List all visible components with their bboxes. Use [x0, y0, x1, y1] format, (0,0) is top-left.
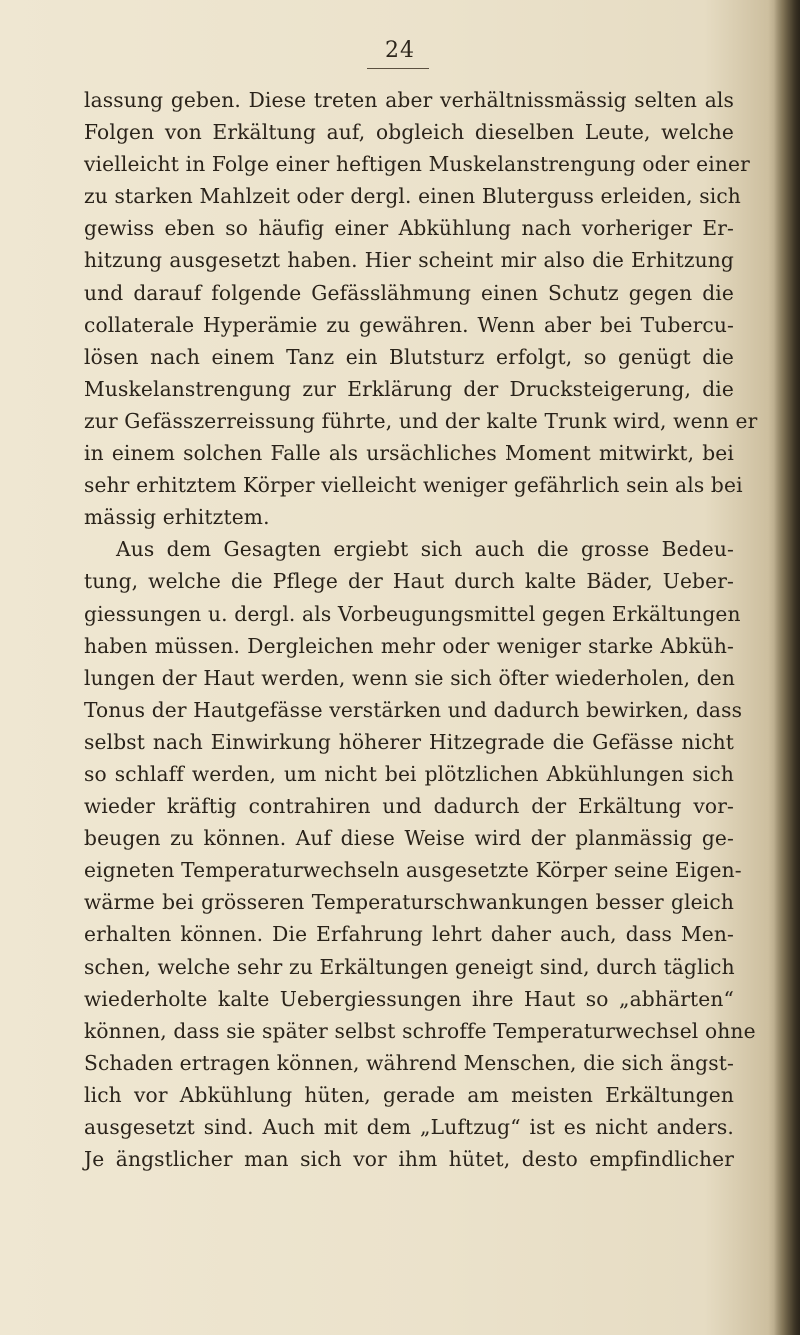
text-line: hitzung ausgesetzt haben. Hier scheint mir also die Erhitzung	[84, 248, 734, 273]
text-line: Folgen von Erkältung auf, obgleich dieselben Leute, welche	[84, 120, 734, 145]
text-line: zur Gefässzerreissung führte, und der kalte Trunk wird, wenn er	[84, 408, 758, 433]
text-line: Tonus der Hautgefässe verstärken und dadurch bewirken, dass	[84, 697, 743, 722]
book-spine-shadow	[774, 0, 800, 1335]
text-line: collaterale Hyperämie zu gewähren. Wenn aber bei Tubercu-	[84, 312, 734, 337]
text-line: zu starken Mahlzeit oder dergl. einen Bluterguss erleiden, sich	[84, 184, 741, 209]
text-line: wieder kräftig contrahiren und dadurch der Erkältung vor-	[84, 794, 734, 819]
text-line: gewiss eben so häufig einer Abkühlung nach vorheriger Er-	[84, 216, 734, 241]
text-line: lösen nach einem Tanz ein Blutsturz erfolgt, so genügt die	[84, 344, 734, 369]
text-line: lungen der Haut werden, wenn sie sich öfter wiederholen, den	[84, 665, 736, 690]
text-line: Schaden ertragen können, während Menschen, die sich ängst-	[84, 1050, 734, 1075]
text-line: erhalten können. Die Erfahrung lehrt daher auch, dass Men-	[84, 922, 734, 947]
text-line: lassung geben. Diese treten aber verhältnissmässig selten als	[84, 88, 734, 112]
text-line: lich vor Abkühlung hüten, gerade am meisten Erkältungen	[84, 1082, 734, 1107]
text-line: mässig erhitztem.	[84, 505, 270, 530]
text-line: beugen zu können. Auf diese Weise wird der planmässig ge-	[84, 826, 734, 851]
text-line: in einem solchen Falle als ursächliches Moment mitwirkt, bei	[84, 441, 734, 466]
text-line: Je ängstlicher man sich vor ihm hütet, desto empfindlicher	[84, 1147, 734, 1172]
text-line: selbst nach Einwirkung höherer Hitzegrade die Gefässe nicht	[84, 729, 734, 754]
body-text	[84, 84, 758, 1175]
text-line: Muskelanstrengung zur Erklärung der Drucksteigerung, die	[84, 376, 734, 401]
page-number-rule	[367, 68, 429, 69]
text-line: wiederholte kalte Uebergiessungen ihre Haut so „abhärten“	[84, 986, 734, 1011]
text-line: ausgesetzt sind. Auch mit dem „Luftzug“ ist es nicht anders.	[84, 1115, 734, 1139]
text-line: Aus dem Gesagten ergiebt sich auch die grosse Bedeu-	[116, 537, 734, 562]
paragraph	[84, 533, 756, 1175]
text-line: können, dass sie später selbst schroffe Temperaturwechsel ohne	[84, 1018, 756, 1043]
page-number: 24	[385, 38, 415, 63]
text-line: sehr erhitztem Körper vielleicht weniger gefährlich sein als bei	[84, 473, 743, 498]
text-line: eigneten Temperaturwechseln ausgesetzte Körper seine Eigen-	[84, 858, 742, 883]
text-line: vielleicht in Folge einer heftigen Muskelanstrengung oder einer	[84, 152, 750, 177]
text-line: schen, welche sehr zu Erkältungen geneigt sind, durch täglich	[84, 954, 735, 979]
text-line: tung, welche die Pflege der Haut durch kalte Bäder, Ueber-	[84, 569, 734, 594]
text-line: haben müssen. Dergleichen mehr oder weniger starke Abküh-	[84, 633, 734, 658]
paragraph	[84, 84, 758, 533]
text-line: wärme bei grösseren Temperaturschwankungen besser gleich	[84, 890, 734, 915]
text-line: und darauf folgende Gefässlähmung einen Schutz gegen die	[84, 280, 734, 305]
text-line: giessungen u. dergl. als Vorbeugungsmittel gegen Erkältungen	[84, 601, 741, 626]
text-line: so schlaff werden, um nicht bei plötzlichen Abkühlungen sich	[84, 761, 734, 786]
